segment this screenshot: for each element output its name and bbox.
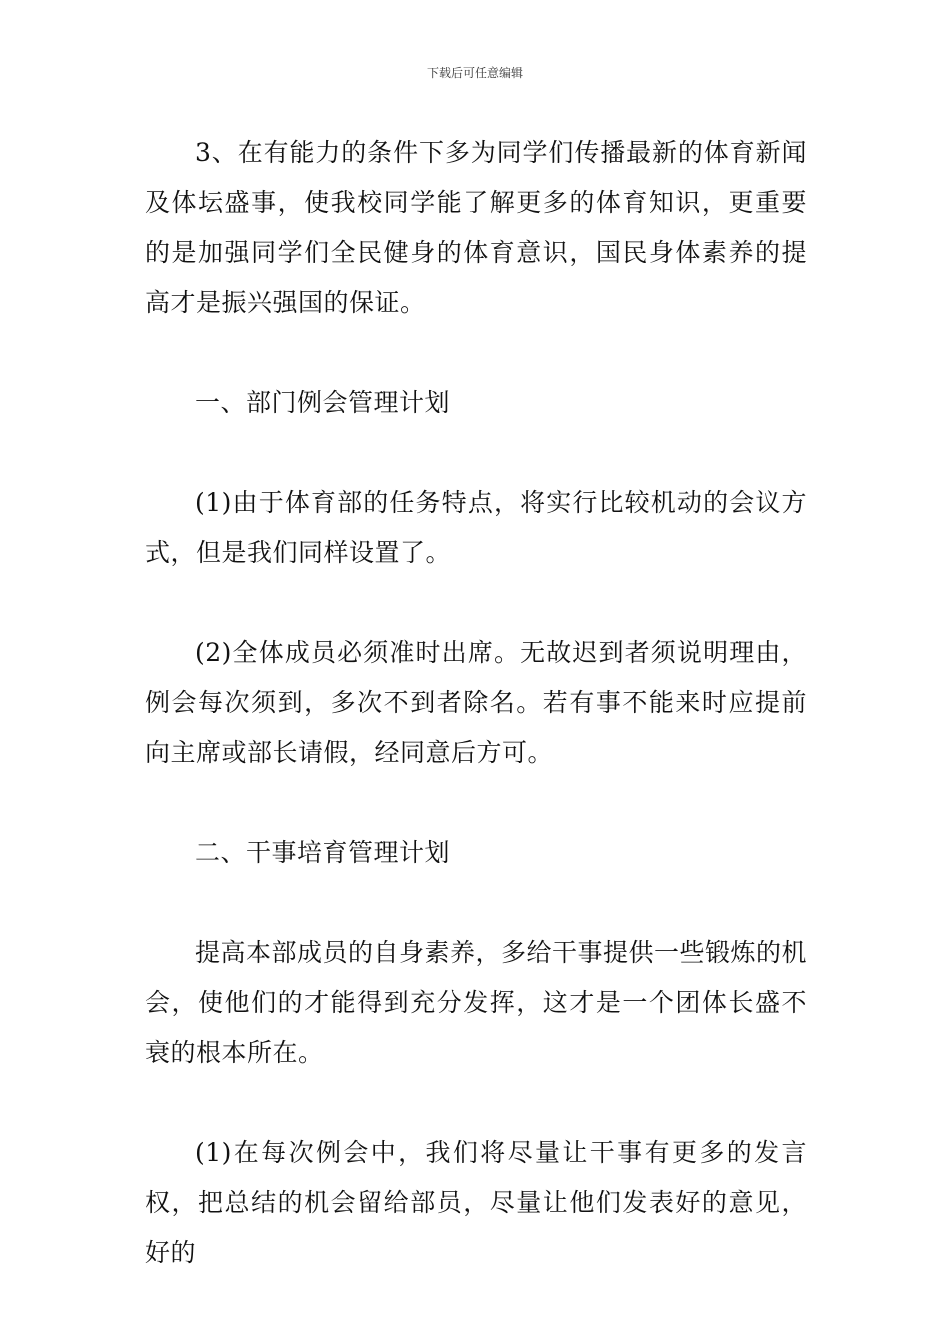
document-body <box>145 128 807 1278</box>
paragraph-sports-news: 3、在有能力的条件下多为同学们传播最新的体育新闻及体坛盛事，使我校同学能了解更多的体育知识，更重要的是加强同学们全民健身的体育意识，国民身体素养的提高才是振兴强国的保证。 <box>145 138 807 317</box>
page-header-note: 下载后可任意编辑 <box>426 66 523 80</box>
paragraph-meeting-speaking: (1)在每次例会中，我们将尽量让干事有更多的发言权，把总结的机会留给部员，尽量让他们发表好的意见，好的 <box>145 1138 807 1267</box>
paragraph-staff-development: 提高本部成员的自身素养，多给干事提供一些锻炼的机会，使他们的才能得到充分发挥，这才是一个团体长盛不衰的根本所在。 <box>145 938 808 1067</box>
section-heading-staff-training: 二、干事培育管理计划 <box>195 838 451 867</box>
paragraph-meeting-method: (1)由于体育部的任务特点，将实行比较机动的会议方式，但是我们同样设置了。 <box>145 488 807 567</box>
section-heading-meeting-plan: 一、部门例会管理计划 <box>195 388 451 417</box>
paragraph-attendance-rules: (2)全体成员必须准时出席。无故迟到者须说明理由，例会每次须到，多次不到者除名。若有事不能来时应提前向主席或部长请假，经同意后方可。 <box>145 638 807 767</box>
